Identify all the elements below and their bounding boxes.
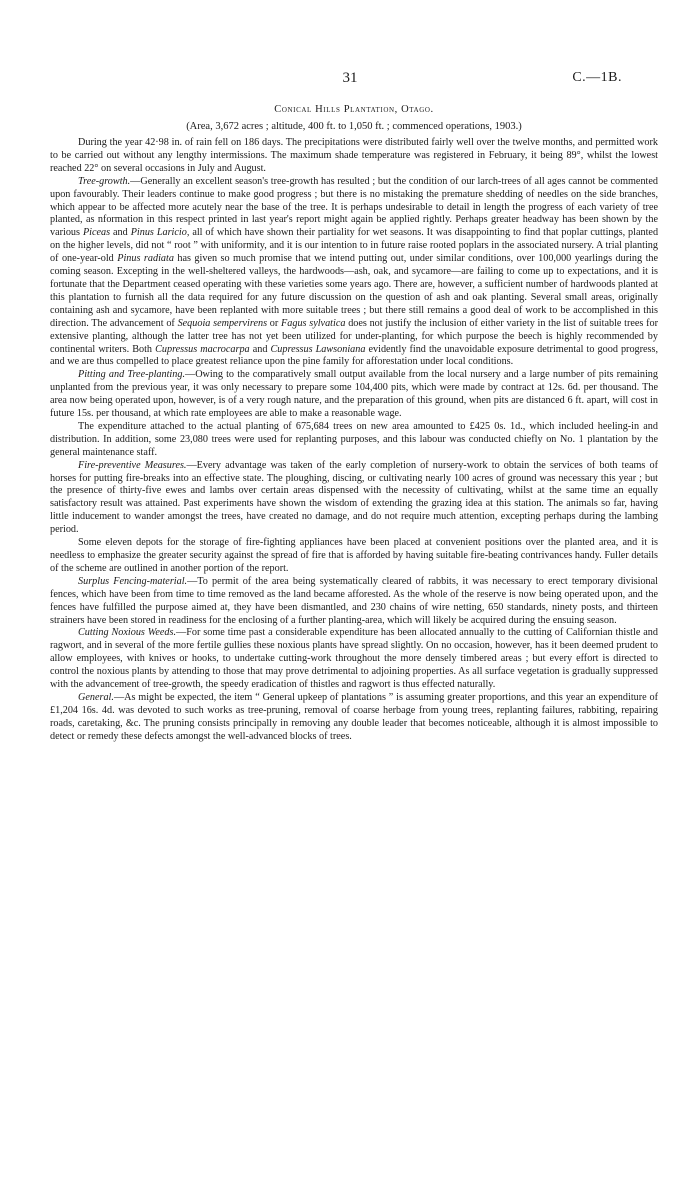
paragraph-general: [50, 692, 658, 744]
species-cupressus-lawsoniana: Cupressus Lawsoniana: [270, 343, 366, 355]
species-fagus: Fagus sylvatica: [281, 317, 346, 329]
expenditure-text: The expenditure attached to the actual planting of 675,684 trees on new area amounted to £425 0s. 1d., which included heeling-in and distribution. In addition, some 23,080 trees were used for replanting purposes, and this labour was conducted chiefly on No. 1 plantation by the general maintenance staff.: [50, 420, 658, 458]
fire-preventive-text: —Every advantage was taken of the early completion of nursery-work to obtain the services of both teams of horses for putting fire-breaks into an effective state. The ploughing, discing, or cultivating nearly 100 acres of ground was necessary this year ; but the presence of thirty-five ewes and lambs over certain areas dispensed with the necessity of cultivating, whilst at the same time an equally satisfactory result was attained. Past experiments have shown the wisdom of extending the grazing idea at this station. The animals so far, having little inducement to wander amongst the trees, have created no damage, and do not require much attention, excepting perhaps during the lambing period.: [50, 459, 658, 536]
species-sequoia: Sequoia sempervirens: [177, 317, 268, 329]
weeds-heading: Cutting Noxious Weeds.: [78, 627, 177, 639]
fencing-text: —To permit of the area being systematically cleared of rabbits, it was necessary to erect temporary divisional fences, which have been from time to time removed as the land became afforested. As the whole of the reserve is now being operated upon, and the fences have fulfilled the purpose aimed at, they have been dismantled, and 230 chains of wire netting, 650 standards, ninety posts, and thirteen strainers have been stored in readiness for the enclosing of a further planting-area, which will likely be acquired during the ensuing season.: [50, 575, 658, 626]
tree-growth-text-c: all of which have shown their partiality for wet seasons. It was disappointing to find that poplar cuttings, planted on the higher levels, did not “ root ” with uniformity, and it is our intention to in future raise rooted poplars in the associated nursery. A trial planting of one-year-old: [50, 227, 659, 265]
tree-growth-text-h: evidently find the unavoidable exposure detrimental to good progress, and we are thus compelled to place greatest reliance upon the pine family for afforestation under local conditions.: [50, 343, 659, 368]
tree-growth-text-b: and: [113, 227, 128, 239]
page-header: [0, 70, 700, 90]
tree-growth-text-f: does not justify the inclusion of either variety in the list of suitable trees for extensive planting, although the latter tree has not yet been utilized for under-planting, for which purpose the beech is highly recommended by continental writers. Both: [50, 317, 659, 355]
tree-growth-text-a: —Generally an excellent season's tree-growth has resulted ; but the condition of our larch-trees of all ages cannot be commented upon favourably. Their leaders continue to make good progress ; but there is no mistaking the premature shedding of needles on the side branches, which appear to be affected more acutely near the base of the tree. It is perhaps undesirable to detail in length the progress of each variety of tree planted, as nformation in this respect printed in last year's report might again be applied rightly. Perhaps greater headway has been shown by the various: [50, 175, 658, 239]
paragraph-weeds: [50, 627, 658, 692]
document-code: C.—1B.: [572, 70, 622, 85]
species-pinus-laricio: Pinus Laricio,: [130, 227, 190, 239]
tree-growth-text-e: or: [269, 317, 279, 329]
page-number: 31: [342, 70, 358, 86]
paragraph-tree-growth: [50, 176, 658, 370]
species-pinus-radiata: Pinus radiata: [117, 253, 174, 265]
fencing-heading: Surplus Fencing-material.: [78, 575, 188, 587]
general-text: —As might be expected, the item “ General upkeep of plantations ” is assuming greater proportions, and this year an expenditure of £1,204 16s. 4d. was devoted to such works as tree-pruning, removal of coarse herbage from young trees, replanting failures, rabbiting, repairing roads, caretaking, &c. The pruning consists principally in removing any double leader that becomes noticeable, although it is almost impossible to detect or remedy these defects amongst the well-advanced blocks of trees.: [50, 691, 658, 742]
fire-preventive-heading: Fire-preventive Measures.: [78, 459, 187, 471]
tree-growth-heading: Tree-growth.: [78, 175, 131, 187]
tree-growth-text-g: and: [252, 343, 268, 355]
report-body: [50, 104, 658, 744]
species-piceas: Piceas: [82, 227, 111, 239]
weeds-text: —For some time past a considerable expenditure has been allocated annually to the cutting of Californian thistle and ragwort, and in several of the more fertile gullies these noxious plants have spread slightly. On no occasion, however, has it been deemed prudent to allow employees, with knives or hooks, to undertake cutting-work throughout the more densely timbered areas ; but every effort is directed to control the noxious plants by attending to those that may prove detrimental to adjoining properties. As all surface vegetation is gradually suppressed with the advancement of tree-growth, the speedy eradication of thistles and ragwort is thus effected naturally.: [50, 627, 658, 691]
paragraph-expenditure: [50, 421, 658, 460]
section-subtitle: (Area, 3,672 acres ; altitude, 400 ft. to 1,050 ft. ; commenced operations, 1903.): [186, 121, 522, 132]
tree-growth-text-d: has given so much promise that we intend putting out, under similar conditions, over 100,000 yearlings during the coming season. Excepting in the well-sheltered valleys, the hardwoods—ash, oak, and sycamore—are failing to come up to expectations, and it is fortunate that the Department ceased operating with these varieties some years ago. There are, however, a sufficient number of hardwoods planted at this plantation to furnish all the data required for any future discussion on the question of ash and oak planting. Several small areas, originally containing ash and sycamore, have been replanted with more suitable trees ; but there still remains a good deal of work to be accomplished in this direction. The advancement of: [50, 253, 659, 329]
section-title: Conical Hills Plantation, Otago.: [274, 104, 434, 115]
paragraph-depots: [50, 537, 658, 576]
species-cupressus-macrocarpa: Cupressus macrocarpa: [155, 343, 250, 355]
rainfall-text: During the year 42·98 in. of rain fell on 186 days. The precipitations were distributed fairly well over the twelve months, and permitted work to be carried out without any lengthy intermissions. The maximum shade temperature was registered in February, it being 89°, whilst the lowest reached 22° on several occasions in July and August.: [50, 137, 658, 174]
paragraph-pitting: [50, 369, 658, 421]
pitting-text: —Owing to the comparatively small output available from the local nursery and a large number of pits remaining unplanted from the previous year, it was only necessary to prepare some 104,400 pits, which were made by contract at 12s. 6d. per thousand. The area now being operated upon, however, is of a very rough nature, and the preparation of this ground, when pits are distanced 6 ft. apart, will cost in future 15s. per thousand, at which rate employees are able to make a reasonable wage.: [50, 369, 658, 420]
pitting-heading: Pitting and Tree-planting.: [78, 369, 185, 381]
paragraph-fire-preventive: [50, 460, 658, 537]
paragraph-fencing: [50, 576, 658, 628]
depots-text: Some eleven depots for the storage of fire-fighting appliances have been placed at convenient positions over the planted area, and it is needless to emphasize the greater security against the spread of fire that is afforded by having suitable fire-beating contrivances handy. Fuller details of the scheme are outlined in another portion of the report.: [50, 537, 658, 574]
paragraph-rainfall: [50, 137, 658, 176]
general-heading: General.: [78, 691, 114, 703]
